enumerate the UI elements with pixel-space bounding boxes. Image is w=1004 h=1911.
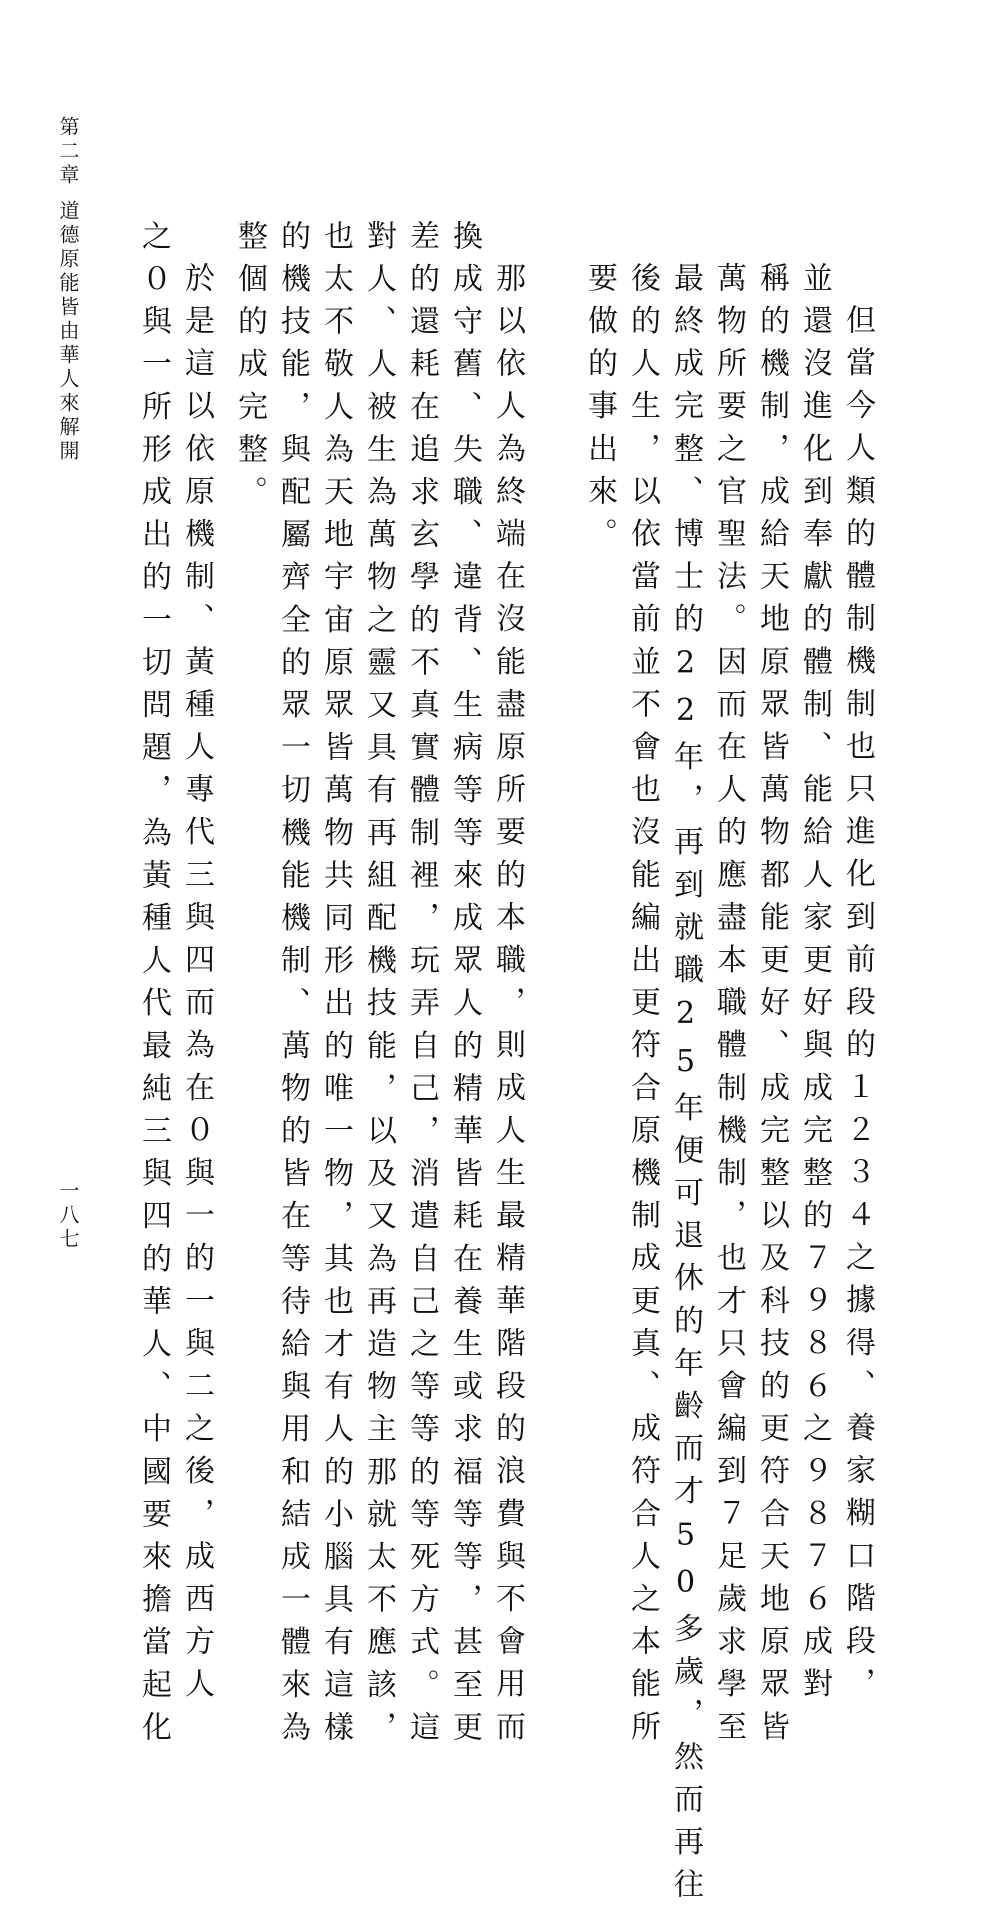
- text-column-13: 的機技能，與配屬齊全的眾一切機能機制、萬物的皆在等待給與用和結成一體來為: [275, 220, 310, 1754]
- text-column-16: 之０與一所形成出的一切問題，為黃種人代最純三與四的華人、中國要來擔當起化: [136, 220, 171, 1754]
- text-column-4: 萬物所要之官聖法。因而在人的應盡本職體制機制，也才只會編到７足歲求學至: [711, 262, 746, 1753]
- text-column-10: 差的還耗在追求玄學的不真實體制裡，玩弄自己，消遣自己之等等的等死方式。這: [404, 220, 439, 1754]
- text-column-9: 換成守舊、失職、違背、生病等等來成眾人的精華皆耗在養生或求福等等，甚至更: [447, 220, 482, 1754]
- text-column-11: 對人、人被生為萬物之靈又具有再組配機技能，以及又為再造物主那就太不應該，: [361, 220, 396, 1754]
- text-column-12: 也太不敬人為天地宇宙原眾皆萬物共同形出的唯一物，其也才有人的小腦具有這樣: [318, 220, 353, 1754]
- text-column-8: 那以依人為終端在沒能盡原所要的本職，則成人生最精華階段的浪費與不會用而: [490, 262, 525, 1753]
- chapter-title: 道德原能皆由華人來解開: [56, 200, 80, 464]
- chapter-label: 第二章: [56, 116, 80, 188]
- text-column-14: 整個的成完整。: [232, 220, 267, 519]
- text-column-1: 但當今人類的體制機制也只進化到前段的１２３４之據得、養家糊口階段，: [840, 304, 875, 1710]
- text-column-2: 並還沒進化到奉獻的體制、能給人家更好與成完整的７９８６之９８７６成對: [797, 262, 832, 1711]
- text-column-7: 要做的事出來。: [582, 262, 617, 561]
- page-number: 一八七: [56, 1180, 80, 1252]
- text-column-6: 後的人生，以依當前並不會也沒能編出更符合原機制成更真、成符合人之本能所: [625, 262, 660, 1753]
- text-column-3: 稱的機制，成給天地原眾皆萬物都能更好、成完整以及科技的更符合天地原眾皆: [754, 262, 789, 1753]
- text-column-15: 於是這以依原機制、黃種人專代三與四而為在０與一的一與二之後，成西方人: [179, 262, 214, 1711]
- text-column-5: 最終成完整、博士的22年，再到就職25年便可退休的年齡而才50多歲，然而再往: [668, 262, 703, 1911]
